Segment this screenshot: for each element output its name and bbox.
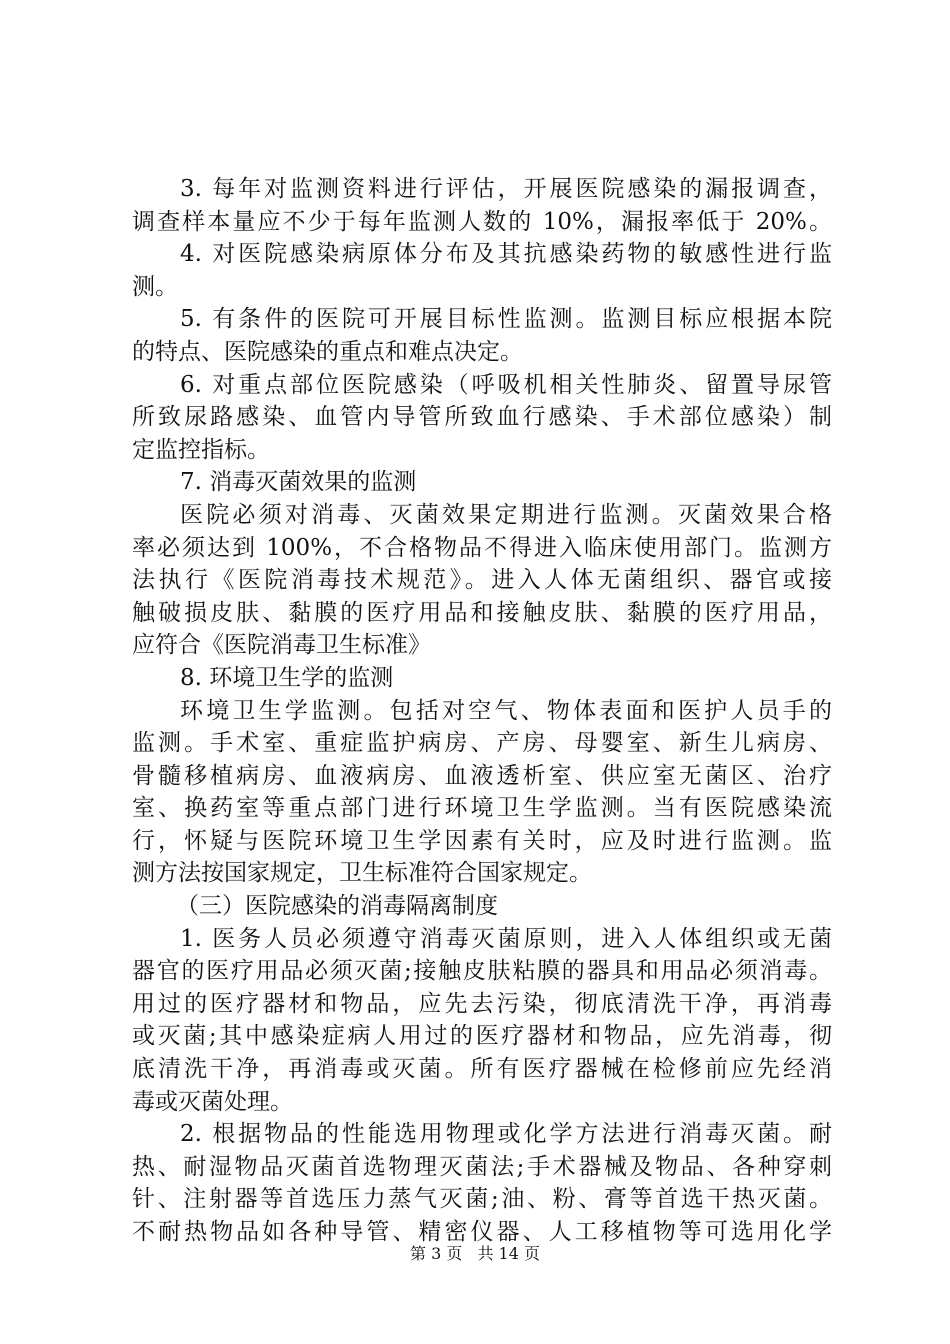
section-heading: （三）医院感染的消毒隔离制度 xyxy=(176,893,498,920)
page-total: 共 14 页 xyxy=(477,1244,540,1263)
page-number: 第 3 页 xyxy=(410,1244,463,1263)
paragraph-line: 底清洗干净，再消毒或灭菌。所有医疗器械在检修前应先经消 xyxy=(132,1056,832,1083)
paragraph-line: 调查样本量应不少于每年监测人数的 10%，漏报率低于 20%。 xyxy=(132,208,832,235)
paragraph-line: 室、换药室等重点部门进行环境卫生学监测。当有医院感染流 xyxy=(132,795,832,822)
paragraph-line: 环境卫生学监测。包括对空气、物体表面和医护人员手的 xyxy=(180,697,832,724)
paragraph-line: 毒或灭菌处理。 xyxy=(132,1088,293,1115)
paragraph-line: 监测。手术室、重症监护病房、产房、母婴室、新生儿病房、 xyxy=(132,730,832,757)
paragraph-line: 触破损皮肤、黏膜的医疗用品和接触皮肤、黏膜的医疗用品， xyxy=(132,599,832,626)
paragraph-line: 器官的医疗用品必须灭菌;接触皮肤粘膜的器具和用品必须消毒。 xyxy=(132,958,832,985)
paragraph-line: 测。 xyxy=(132,273,178,300)
section-heading: 8. 环境卫生学的监测 xyxy=(180,664,394,691)
paragraph-line: 不耐热物品如各种导管、精密仪器、人工移植物等可选用化学 xyxy=(132,1219,832,1245)
paragraph-line: 热、耐湿物品灭菌首选物理灭菌法;手术器械及物品、各种穿刺 xyxy=(132,1153,832,1180)
page-footer xyxy=(0,1244,950,1264)
paragraph-line: 用过的医疗器材和物品，应先去污染，彻底清洗干净，再消毒 xyxy=(132,990,832,1017)
paragraph-line: 的特点、医院感染的重点和难点决定。 xyxy=(132,338,523,365)
paragraph-line: 或灭菌;其中感染症病人用过的医疗器材和物品，应先消毒，彻 xyxy=(132,1023,832,1050)
section-heading: 7. 消毒灭菌效果的监测 xyxy=(180,469,417,496)
paragraph-line: 所致尿路感染、血管内导管所致血行感染、手术部位感染）制 xyxy=(132,404,832,431)
paragraph-line: 率必须达到 100%，不合格物品不得进入临床使用部门。监测方 xyxy=(132,534,832,561)
paragraph-line: 定监控指标。 xyxy=(132,436,270,463)
paragraph-line: 4. 对医院感染病原体分布及其抗感染药物的敏感性进行监 xyxy=(180,241,832,268)
paragraph-line: 2. 根据物品的性能选用物理或化学方法进行消毒灭菌。耐 xyxy=(180,1121,832,1148)
document-body xyxy=(132,173,832,1249)
paragraph-line: 应符合《医院消毒卫生标准》 xyxy=(132,632,431,659)
paragraph-line: 针、注射器等首选压力蒸气灭菌;油、粉、膏等首选干热灭菌。 xyxy=(132,1186,832,1213)
paragraph-line: 3. 每年对监测资料进行评估，开展医院感染的漏报调查， xyxy=(180,176,832,202)
paragraph-line: 法执行《医院消毒技术规范》。进入人体无菌组织、器官或接 xyxy=(132,567,832,594)
paragraph-line: 医院必须对消毒、灭菌效果定期进行监测。灭菌效果合格 xyxy=(180,501,832,528)
paragraph-line: 5. 有条件的医院可开展目标性监测。监测目标应根据本院 xyxy=(180,306,832,333)
paragraph-line: 骨髓移植病房、血液病房、血液透析室、供应室无菌区、治疗 xyxy=(132,762,832,789)
paragraph-line: 测方法按国家规定，卫生标准符合国家规定。 xyxy=(132,860,592,887)
paragraph-line: 1. 医务人员必须遵守消毒灭菌原则，进入人体组织或无菌 xyxy=(180,925,832,952)
paragraph-line: 6. 对重点部位医院感染（呼吸机相关性肺炎、留置导尿管 xyxy=(180,371,832,398)
paragraph-line: 行，怀疑与医院环境卫生学因素有关时，应及时进行监测。监 xyxy=(132,827,832,854)
